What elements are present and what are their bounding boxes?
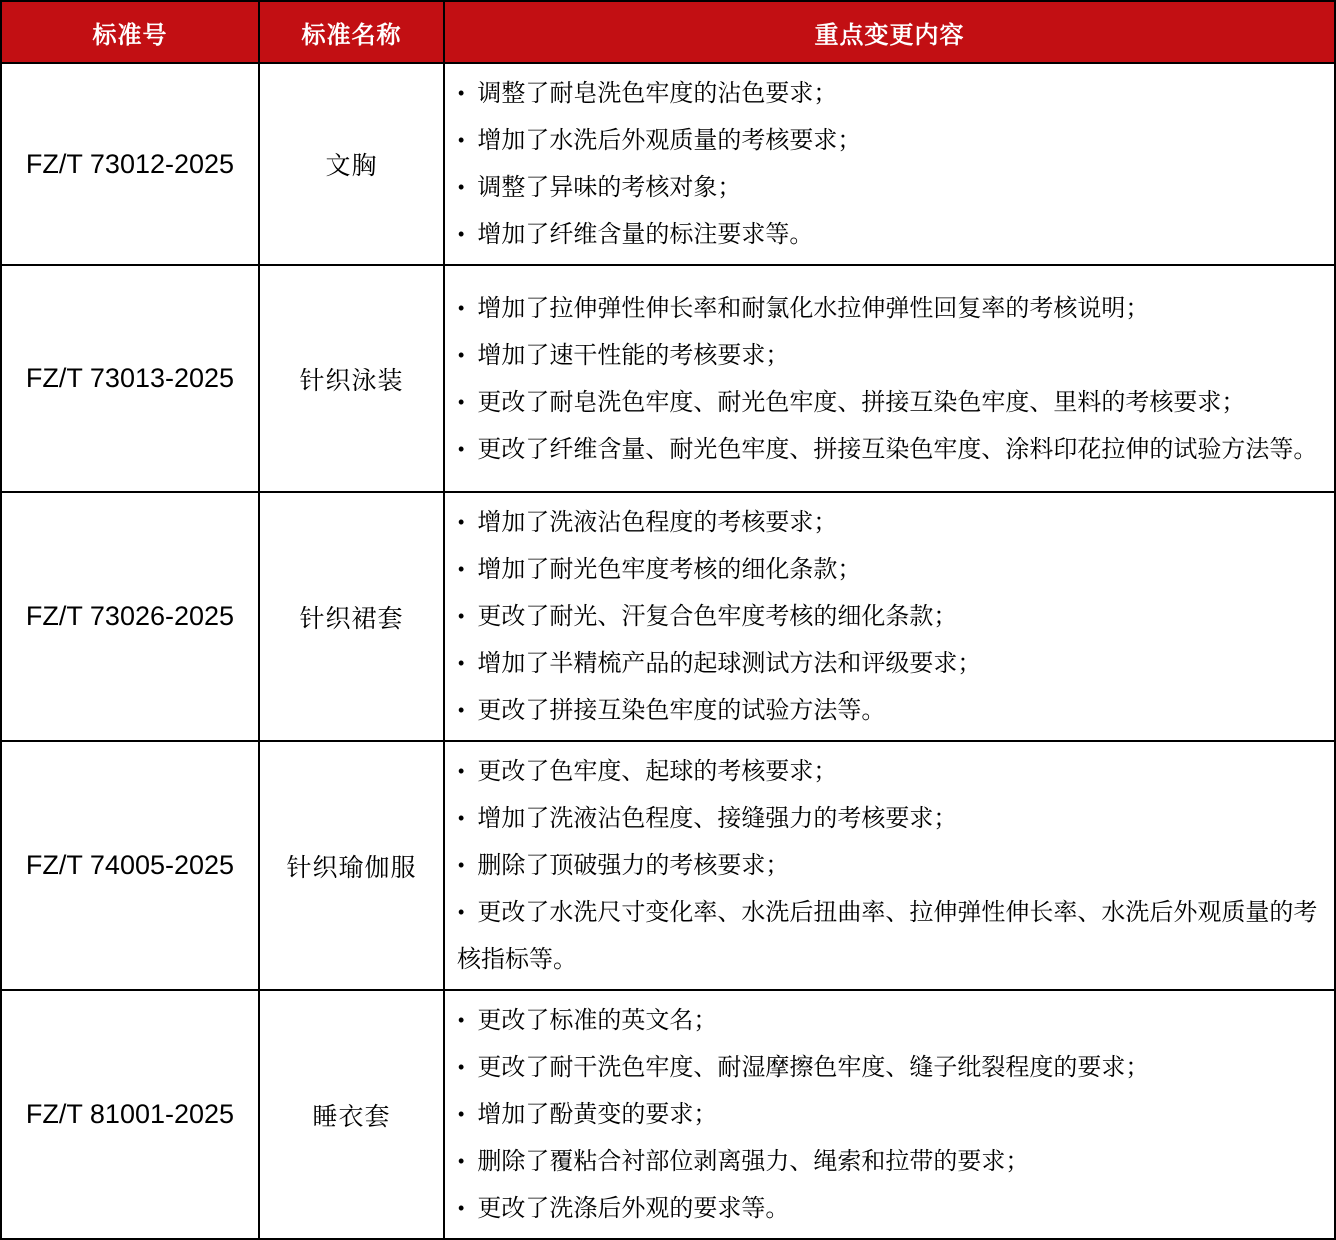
bullet-icon: • xyxy=(458,344,465,366)
bullet-icon: • xyxy=(458,1057,465,1078)
standard-name-cell: 文胸 xyxy=(259,63,444,265)
header-key-changes: 重点变更内容 xyxy=(444,1,1335,63)
change-text: 更改了拼接互染色牢度的试验方法等。 xyxy=(477,697,886,724)
change-item xyxy=(457,687,1320,734)
bullet-icon: • xyxy=(458,902,465,923)
change-item xyxy=(457,748,1320,795)
bullet-icon: • xyxy=(458,391,465,413)
change-item xyxy=(457,997,1320,1044)
changes-cell xyxy=(444,265,1335,492)
change-item xyxy=(457,1185,1320,1232)
table-row xyxy=(1,63,1335,265)
standard-name-cell: 针织泳装 xyxy=(259,265,444,492)
table-row xyxy=(1,492,1335,741)
change-item xyxy=(457,211,1320,258)
header-standard-name: 标准名称 xyxy=(259,1,444,63)
bullet-icon: • xyxy=(458,606,465,627)
bullet-icon: • xyxy=(458,761,465,782)
bullet-icon: • xyxy=(458,855,465,876)
change-item xyxy=(457,889,1320,983)
standard-code-cell: FZ/T 74005-2025 xyxy=(1,741,259,990)
change-item xyxy=(457,285,1320,332)
change-item xyxy=(457,593,1320,640)
table-row xyxy=(1,741,1335,990)
table-row xyxy=(1,990,1335,1239)
change-item xyxy=(457,332,1320,379)
change-item xyxy=(457,640,1320,687)
change-text: 增加了酚黄变的要求； xyxy=(477,1101,718,1128)
changes-cell xyxy=(444,741,1335,990)
change-text: 更改了洗涤后外观的要求等。 xyxy=(477,1195,790,1222)
change-item xyxy=(457,164,1320,211)
change-text: 增加了耐光色牢度考核的细化条款； xyxy=(477,556,862,583)
change-text: 删除了顶破强力的考核要求； xyxy=(477,852,790,879)
change-text: 删除了覆粘合衬部位剥离强力、绳索和拉带的要求； xyxy=(477,1148,1030,1175)
change-item xyxy=(457,795,1320,842)
bullet-icon: • xyxy=(458,177,465,198)
change-text: 增加了水洗后外观质量的考核要求； xyxy=(477,127,862,154)
change-text: 增加了洗液沾色程度的考核要求； xyxy=(477,509,838,536)
bullet-icon: • xyxy=(458,1010,465,1031)
standard-name-cell: 睡衣套 xyxy=(259,990,444,1239)
header-standard-number: 标准号 xyxy=(1,1,259,63)
bullet-icon: • xyxy=(458,1104,465,1125)
changes-cell xyxy=(444,990,1335,1239)
bullet-icon: • xyxy=(458,653,465,674)
change-text: 调整了异味的考核对象； xyxy=(477,174,742,201)
standard-code-cell: FZ/T 81001-2025 xyxy=(1,990,259,1239)
change-text: 更改了水洗尺寸变化率、水洗后扭曲率、拉伸弹性伸长率、水洗后外观质量的考核指标等。 xyxy=(457,899,1318,973)
change-text: 增加了半精梳产品的起球测试方法和评级要求； xyxy=(477,650,982,677)
bullet-icon: • xyxy=(458,1151,465,1172)
change-item xyxy=(457,842,1320,889)
change-item xyxy=(457,546,1320,593)
standard-code-cell: FZ/T 73012-2025 xyxy=(1,63,259,265)
bullet-icon: • xyxy=(458,700,465,721)
bullet-icon: • xyxy=(458,224,465,245)
change-text: 调整了耐皂洗色牢度的沾色要求； xyxy=(477,80,838,107)
change-item xyxy=(457,426,1320,473)
bullet-icon: • xyxy=(458,1198,465,1219)
change-item xyxy=(457,70,1320,117)
header-row xyxy=(1,1,1335,63)
bullet-icon: • xyxy=(458,808,465,829)
changes-cell xyxy=(444,63,1335,265)
change-text: 更改了纤维含量、耐光色牢度、拼接互染色牢度、涂料印花拉伸的试验方法等。 xyxy=(477,435,1318,463)
standard-code-cell: FZ/T 73026-2025 xyxy=(1,492,259,741)
change-text: 更改了耐皂洗色牢度、耐光色牢度、拼接互染色牢度、里料的考核要求； xyxy=(477,388,1246,416)
change-item xyxy=(457,1044,1320,1091)
bullet-icon: • xyxy=(458,130,465,151)
change-text: 增加了洗液沾色程度、接缝强力的考核要求； xyxy=(477,805,958,832)
change-text: 更改了标准的英文名； xyxy=(477,1007,718,1034)
change-item xyxy=(457,1091,1320,1138)
bullet-icon: • xyxy=(458,559,465,580)
change-item xyxy=(457,117,1320,164)
change-item xyxy=(457,499,1320,546)
change-text: 增加了拉伸弹性伸长率和耐氯化水拉伸弹性回复率的考核说明； xyxy=(477,294,1150,322)
standard-code-cell: FZ/T 73013-2025 xyxy=(1,265,259,492)
change-text: 更改了色牢度、起球的考核要求； xyxy=(477,758,838,785)
change-text: 增加了纤维含量的标注要求等。 xyxy=(477,221,814,248)
changes-cell xyxy=(444,492,1335,741)
change-text: 增加了速干性能的考核要求； xyxy=(477,341,790,369)
standard-name-cell: 针织裙套 xyxy=(259,492,444,741)
bullet-icon: • xyxy=(458,297,465,319)
change-item xyxy=(457,379,1320,426)
bullet-icon: • xyxy=(458,83,465,104)
table-body xyxy=(1,63,1335,1239)
change-text: 更改了耐光、汗复合色牢度考核的细化条款； xyxy=(477,603,958,630)
standard-name-cell: 针织瑜伽服 xyxy=(259,741,444,990)
table-row xyxy=(1,265,1335,492)
change-text: 更改了耐干洗色牢度、耐湿摩擦色牢度、缝子纰裂程度的要求； xyxy=(477,1054,1150,1081)
bullet-icon: • xyxy=(458,512,465,533)
bullet-icon: • xyxy=(458,438,465,460)
change-item xyxy=(457,1138,1320,1185)
